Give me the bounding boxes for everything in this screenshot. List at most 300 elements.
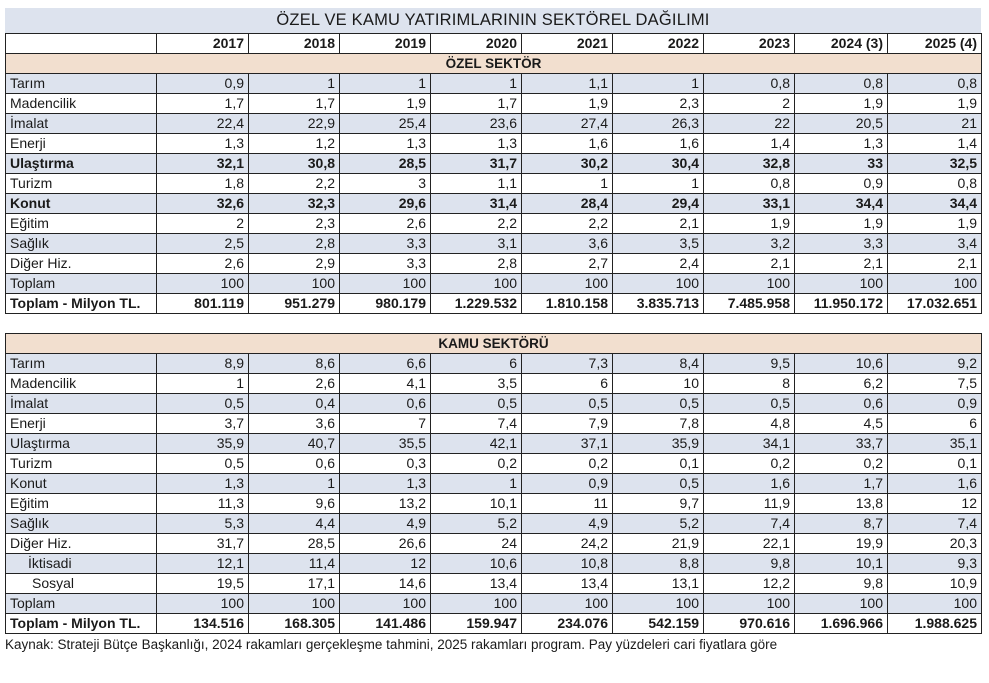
year-header-row: [6, 34, 982, 54]
value-cell: 9,6: [249, 494, 340, 514]
table-row: [6, 134, 982, 154]
value-cell: 100: [431, 274, 522, 294]
value-cell: 0,9: [157, 74, 249, 94]
row-label: Konut: [6, 194, 157, 214]
value-cell: 5,2: [431, 514, 522, 534]
value-cell: 11,3: [157, 494, 249, 514]
value-cell: 21,9: [613, 534, 704, 554]
value-cell: 3,3: [795, 234, 888, 254]
value-cell: 29,4: [613, 194, 704, 214]
section-heading: KAMU SEKTÖRÜ: [6, 334, 982, 354]
value-cell: 1.988.625: [888, 614, 982, 634]
year-header-cell: 2024 (3): [795, 34, 888, 54]
value-cell: 1,3: [431, 134, 522, 154]
value-cell: 7,5: [888, 374, 982, 394]
value-cell: 1,3: [340, 134, 431, 154]
value-cell: 951.279: [249, 294, 340, 314]
value-cell: 30,2: [522, 154, 613, 174]
table-row: [6, 174, 982, 194]
value-cell: 1,1: [522, 74, 613, 94]
year-header-cell: 2020: [431, 34, 522, 54]
value-cell: 1.810.158: [522, 294, 613, 314]
value-cell: 28,4: [522, 194, 613, 214]
value-cell: 2,1: [888, 254, 982, 274]
value-cell: 17.032.651: [888, 294, 982, 314]
row-label: Sağlık: [6, 514, 157, 534]
value-cell: 7.485.958: [704, 294, 795, 314]
value-cell: 100: [613, 594, 704, 614]
value-cell: 10,8: [522, 554, 613, 574]
value-cell: 3,2: [704, 234, 795, 254]
table-row: [6, 474, 982, 494]
table-row: [6, 254, 982, 274]
value-cell: 6: [522, 374, 613, 394]
value-cell: 13,4: [522, 574, 613, 594]
value-cell: 1: [431, 74, 522, 94]
value-cell: 3,3: [340, 234, 431, 254]
row-label: Enerji: [6, 134, 157, 154]
year-header-cell: 2017: [157, 34, 249, 54]
value-cell: 1,6: [888, 474, 982, 494]
value-cell: 0,1: [613, 454, 704, 474]
value-cell: 100: [431, 594, 522, 614]
value-cell: 8,6: [249, 354, 340, 374]
value-cell: 3,3: [340, 254, 431, 274]
value-cell: 7,8: [613, 414, 704, 434]
value-cell: 1: [613, 74, 704, 94]
value-cell: 9,7: [613, 494, 704, 514]
value-cell: 100: [613, 274, 704, 294]
value-cell: 1,3: [795, 134, 888, 154]
value-cell: 34,1: [704, 434, 795, 454]
value-cell: 4,4: [249, 514, 340, 534]
value-cell: 11,9: [704, 494, 795, 514]
row-label: Tarım: [6, 354, 157, 374]
value-cell: 13,1: [613, 574, 704, 594]
value-cell: 26,6: [340, 534, 431, 554]
value-cell: 2,1: [704, 254, 795, 274]
value-cell: 12,1: [157, 554, 249, 574]
value-cell: 100: [795, 594, 888, 614]
year-header-cell: 2025 (4): [888, 34, 982, 54]
value-cell: 1: [522, 174, 613, 194]
row-label: Ulaştırma: [6, 434, 157, 454]
value-cell: 2,4: [613, 254, 704, 274]
value-cell: 1,4: [888, 134, 982, 154]
value-cell: 2,6: [157, 254, 249, 274]
report-table-container: [5, 8, 981, 652]
value-cell: 1,8: [157, 174, 249, 194]
value-cell: 3,1: [431, 234, 522, 254]
value-cell: 4,1: [340, 374, 431, 394]
value-cell: 3.835.713: [613, 294, 704, 314]
table-row: [6, 414, 982, 434]
value-cell: 2,6: [340, 214, 431, 234]
value-cell: 1,9: [522, 94, 613, 114]
value-cell: 141.486: [340, 614, 431, 634]
value-cell: 26,3: [613, 114, 704, 134]
value-cell: 980.179: [340, 294, 431, 314]
value-cell: 3,7: [157, 414, 249, 434]
value-cell: 7,3: [522, 354, 613, 374]
value-cell: 1,9: [340, 94, 431, 114]
value-cell: 20,3: [888, 534, 982, 554]
row-label: Eğitim: [6, 214, 157, 234]
value-cell: 9,8: [795, 574, 888, 594]
table-row: [6, 434, 982, 454]
value-cell: 35,5: [340, 434, 431, 454]
value-cell: 32,1: [157, 154, 249, 174]
value-cell: 12,2: [704, 574, 795, 594]
value-cell: 2,3: [613, 94, 704, 114]
value-cell: 0,6: [249, 454, 340, 474]
value-cell: 0,4: [249, 394, 340, 414]
value-cell: 970.616: [704, 614, 795, 634]
value-cell: 13,8: [795, 494, 888, 514]
row-label: Toplam - Milyon TL.: [6, 614, 157, 634]
value-cell: 7,9: [522, 414, 613, 434]
row-label: Enerji: [6, 414, 157, 434]
value-cell: 1.229.532: [431, 294, 522, 314]
value-cell: 100: [340, 274, 431, 294]
row-label: Tarım: [6, 74, 157, 94]
value-cell: 33: [795, 154, 888, 174]
value-cell: 0,5: [522, 394, 613, 414]
sector-distribution-table: [5, 33, 982, 634]
value-cell: 3,5: [613, 234, 704, 254]
row-label: Turizm: [6, 454, 157, 474]
value-cell: 0,8: [704, 74, 795, 94]
value-cell: 0,9: [888, 394, 982, 414]
value-cell: 30,8: [249, 154, 340, 174]
value-cell: 1: [431, 474, 522, 494]
value-cell: 33,1: [704, 194, 795, 214]
table-row: [6, 214, 982, 234]
value-cell: 0,2: [795, 454, 888, 474]
value-cell: 12: [888, 494, 982, 514]
value-cell: 4,9: [522, 514, 613, 534]
value-cell: 5,2: [613, 514, 704, 534]
value-cell: 35,9: [157, 434, 249, 454]
table-row: [6, 594, 982, 614]
value-cell: 4,9: [340, 514, 431, 534]
value-cell: 234.076: [522, 614, 613, 634]
row-label: İktisadi: [6, 554, 157, 574]
table-row: [6, 494, 982, 514]
section-heading-row: [6, 54, 982, 74]
value-cell: 22,4: [157, 114, 249, 134]
table-row: [6, 154, 982, 174]
value-cell: 2,5: [157, 234, 249, 254]
spacer-cell: [6, 314, 982, 334]
value-cell: 1,7: [249, 94, 340, 114]
value-cell: 0,9: [522, 474, 613, 494]
value-cell: 22,1: [704, 534, 795, 554]
value-cell: 11.950.172: [795, 294, 888, 314]
table-row: [6, 394, 982, 414]
value-cell: 168.305: [249, 614, 340, 634]
value-cell: 17,1: [249, 574, 340, 594]
value-cell: 0,9: [795, 174, 888, 194]
value-cell: 0,5: [157, 454, 249, 474]
value-cell: 24: [431, 534, 522, 554]
value-cell: 8,4: [613, 354, 704, 374]
value-cell: 6,6: [340, 354, 431, 374]
row-label: İmalat: [6, 394, 157, 414]
row-label: Sağlık: [6, 234, 157, 254]
table-row: [6, 574, 982, 594]
value-cell: 1,4: [704, 134, 795, 154]
value-cell: 0,6: [340, 394, 431, 414]
value-cell: 21: [888, 114, 982, 134]
value-cell: 3,5: [431, 374, 522, 394]
value-cell: 100: [704, 274, 795, 294]
value-cell: 2,9: [249, 254, 340, 274]
value-cell: 1,2: [249, 134, 340, 154]
value-cell: 37,1: [522, 434, 613, 454]
section-spacer: [6, 314, 982, 334]
value-cell: 134.516: [157, 614, 249, 634]
value-cell: 10,6: [795, 354, 888, 374]
value-cell: 31,7: [157, 534, 249, 554]
value-cell: 12: [340, 554, 431, 574]
value-cell: 32,6: [157, 194, 249, 214]
value-cell: 542.159: [613, 614, 704, 634]
value-cell: 42,1: [431, 434, 522, 454]
value-cell: 28,5: [340, 154, 431, 174]
value-cell: 34,4: [888, 194, 982, 214]
value-cell: 159.947: [431, 614, 522, 634]
source-note: Kaynak: Strateji Bütçe Başkanlığı, 2024 rakamları gerçekleşme tahmini, 2025 rakamları program. Pay yüzdeleri cari fiyatlara göre: [5, 637, 778, 652]
value-cell: 19,5: [157, 574, 249, 594]
value-cell: 9,2: [888, 354, 982, 374]
value-cell: 100: [522, 274, 613, 294]
value-cell: 31,7: [431, 154, 522, 174]
table-row: [6, 354, 982, 374]
value-cell: 29,6: [340, 194, 431, 214]
value-cell: 9,5: [704, 354, 795, 374]
value-cell: 33,7: [795, 434, 888, 454]
value-cell: 100: [340, 594, 431, 614]
row-label: Diğer Hiz.: [6, 254, 157, 274]
table-row: [6, 514, 982, 534]
table-row: [6, 74, 982, 94]
value-cell: 2,8: [249, 234, 340, 254]
value-cell: 2,6: [249, 374, 340, 394]
value-cell: 1.696.966: [795, 614, 888, 634]
value-cell: 1,9: [888, 214, 982, 234]
table-row: [6, 114, 982, 134]
value-cell: 9,3: [888, 554, 982, 574]
value-cell: 1,9: [704, 214, 795, 234]
table-row: [6, 374, 982, 394]
year-header-cell: 2022: [613, 34, 704, 54]
value-cell: 6: [431, 354, 522, 374]
value-cell: 8: [704, 374, 795, 394]
value-cell: 32,3: [249, 194, 340, 214]
value-cell: 1,6: [704, 474, 795, 494]
row-label: Toplam: [6, 274, 157, 294]
value-cell: 1,3: [157, 134, 249, 154]
table-row: [6, 234, 982, 254]
value-cell: 1,9: [795, 94, 888, 114]
value-cell: 22: [704, 114, 795, 134]
row-label: Ulaştırma: [6, 154, 157, 174]
value-cell: 31,4: [431, 194, 522, 214]
section-heading-row: [6, 334, 982, 354]
value-cell: 9,8: [704, 554, 795, 574]
value-cell: 7,4: [704, 514, 795, 534]
value-cell: 2,3: [249, 214, 340, 234]
table-row: [6, 294, 982, 314]
value-cell: 0,8: [888, 74, 982, 94]
value-cell: 0,6: [795, 394, 888, 414]
value-cell: 14,6: [340, 574, 431, 594]
value-cell: 10: [613, 374, 704, 394]
value-cell: 8,9: [157, 354, 249, 374]
value-cell: 801.119: [157, 294, 249, 314]
value-cell: 27,4: [522, 114, 613, 134]
value-cell: 6: [888, 414, 982, 434]
table-row: [6, 614, 982, 634]
value-cell: 24,2: [522, 534, 613, 554]
year-header-cell: 2018: [249, 34, 340, 54]
row-label: Diğer Hiz.: [6, 534, 157, 554]
value-cell: 3: [340, 174, 431, 194]
value-cell: 0,2: [522, 454, 613, 474]
table-row: [6, 534, 982, 554]
value-cell: 100: [888, 594, 982, 614]
row-label: Madencilik: [6, 94, 157, 114]
value-cell: 1,3: [157, 474, 249, 494]
header-corner-cell: [6, 34, 157, 54]
value-cell: 1,1: [431, 174, 522, 194]
value-cell: 1,9: [888, 94, 982, 114]
value-cell: 13,2: [340, 494, 431, 514]
value-cell: 32,5: [888, 154, 982, 174]
value-cell: 25,4: [340, 114, 431, 134]
value-cell: 7,4: [431, 414, 522, 434]
value-cell: 100: [157, 274, 249, 294]
value-cell: 100: [795, 274, 888, 294]
value-cell: 1,9: [795, 214, 888, 234]
row-label: Konut: [6, 474, 157, 494]
table-row: [6, 454, 982, 474]
value-cell: 3,6: [522, 234, 613, 254]
row-label: Toplam - Milyon TL.: [6, 294, 157, 314]
value-cell: 4,8: [704, 414, 795, 434]
value-cell: 100: [249, 594, 340, 614]
value-cell: 3,6: [249, 414, 340, 434]
value-cell: 0,8: [795, 74, 888, 94]
value-cell: 2,1: [795, 254, 888, 274]
value-cell: 7,4: [888, 514, 982, 534]
value-cell: 35,9: [613, 434, 704, 454]
value-cell: 11: [522, 494, 613, 514]
value-cell: 1,3: [340, 474, 431, 494]
value-cell: 0,8: [704, 174, 795, 194]
section-heading: ÖZEL SEKTÖR: [6, 54, 982, 74]
value-cell: 2: [704, 94, 795, 114]
value-cell: 0,5: [613, 474, 704, 494]
value-cell: 19,9: [795, 534, 888, 554]
value-cell: 6,2: [795, 374, 888, 394]
value-cell: 10,6: [431, 554, 522, 574]
value-cell: 100: [704, 594, 795, 614]
value-cell: 0,2: [704, 454, 795, 474]
value-cell: 2,2: [431, 214, 522, 234]
value-cell: 10,1: [431, 494, 522, 514]
value-cell: 8,7: [795, 514, 888, 534]
value-cell: 2,2: [249, 174, 340, 194]
value-cell: 1: [249, 474, 340, 494]
value-cell: 2,2: [522, 214, 613, 234]
value-cell: 28,5: [249, 534, 340, 554]
value-cell: 8,8: [613, 554, 704, 574]
value-cell: 0,5: [157, 394, 249, 414]
value-cell: 0,1: [888, 454, 982, 474]
value-cell: 20,5: [795, 114, 888, 134]
value-cell: 0,8: [888, 174, 982, 194]
value-cell: 100: [249, 274, 340, 294]
table-row: [6, 554, 982, 574]
value-cell: 1,7: [795, 474, 888, 494]
value-cell: 34,4: [795, 194, 888, 214]
value-cell: 11,4: [249, 554, 340, 574]
table-row: [6, 194, 982, 214]
table-row: [6, 274, 982, 294]
value-cell: 0,3: [340, 454, 431, 474]
year-header-cell: 2019: [340, 34, 431, 54]
value-cell: 40,7: [249, 434, 340, 454]
value-cell: 1,6: [522, 134, 613, 154]
value-cell: 0,5: [613, 394, 704, 414]
table-body: [6, 34, 982, 634]
row-label: Eğitim: [6, 494, 157, 514]
row-label: Toplam: [6, 594, 157, 614]
value-cell: 4,5: [795, 414, 888, 434]
value-cell: 13,4: [431, 574, 522, 594]
value-cell: 22,9: [249, 114, 340, 134]
value-cell: 0,2: [431, 454, 522, 474]
value-cell: 1: [613, 174, 704, 194]
value-cell: 2,8: [431, 254, 522, 274]
value-cell: 100: [522, 594, 613, 614]
value-cell: 2: [157, 214, 249, 234]
value-cell: 10,9: [888, 574, 982, 594]
table-row: [6, 94, 982, 114]
value-cell: 32,8: [704, 154, 795, 174]
value-cell: 7: [340, 414, 431, 434]
row-label: Sosyal: [6, 574, 157, 594]
value-cell: 1,7: [157, 94, 249, 114]
row-label: İmalat: [6, 114, 157, 134]
year-header-cell: 2021: [522, 34, 613, 54]
value-cell: 3,4: [888, 234, 982, 254]
value-cell: 1: [340, 74, 431, 94]
value-cell: 2,7: [522, 254, 613, 274]
value-cell: 0,5: [704, 394, 795, 414]
value-cell: 0,5: [431, 394, 522, 414]
value-cell: 1,6: [613, 134, 704, 154]
value-cell: 10,1: [795, 554, 888, 574]
row-label: Madencilik: [6, 374, 157, 394]
year-header-cell: 2023: [704, 34, 795, 54]
value-cell: 1: [249, 74, 340, 94]
value-cell: 5,3: [157, 514, 249, 534]
value-cell: 35,1: [888, 434, 982, 454]
table-title: ÖZEL VE KAMU YATIRIMLARININ SEKTÖREL DAĞILIMI: [5, 8, 981, 33]
